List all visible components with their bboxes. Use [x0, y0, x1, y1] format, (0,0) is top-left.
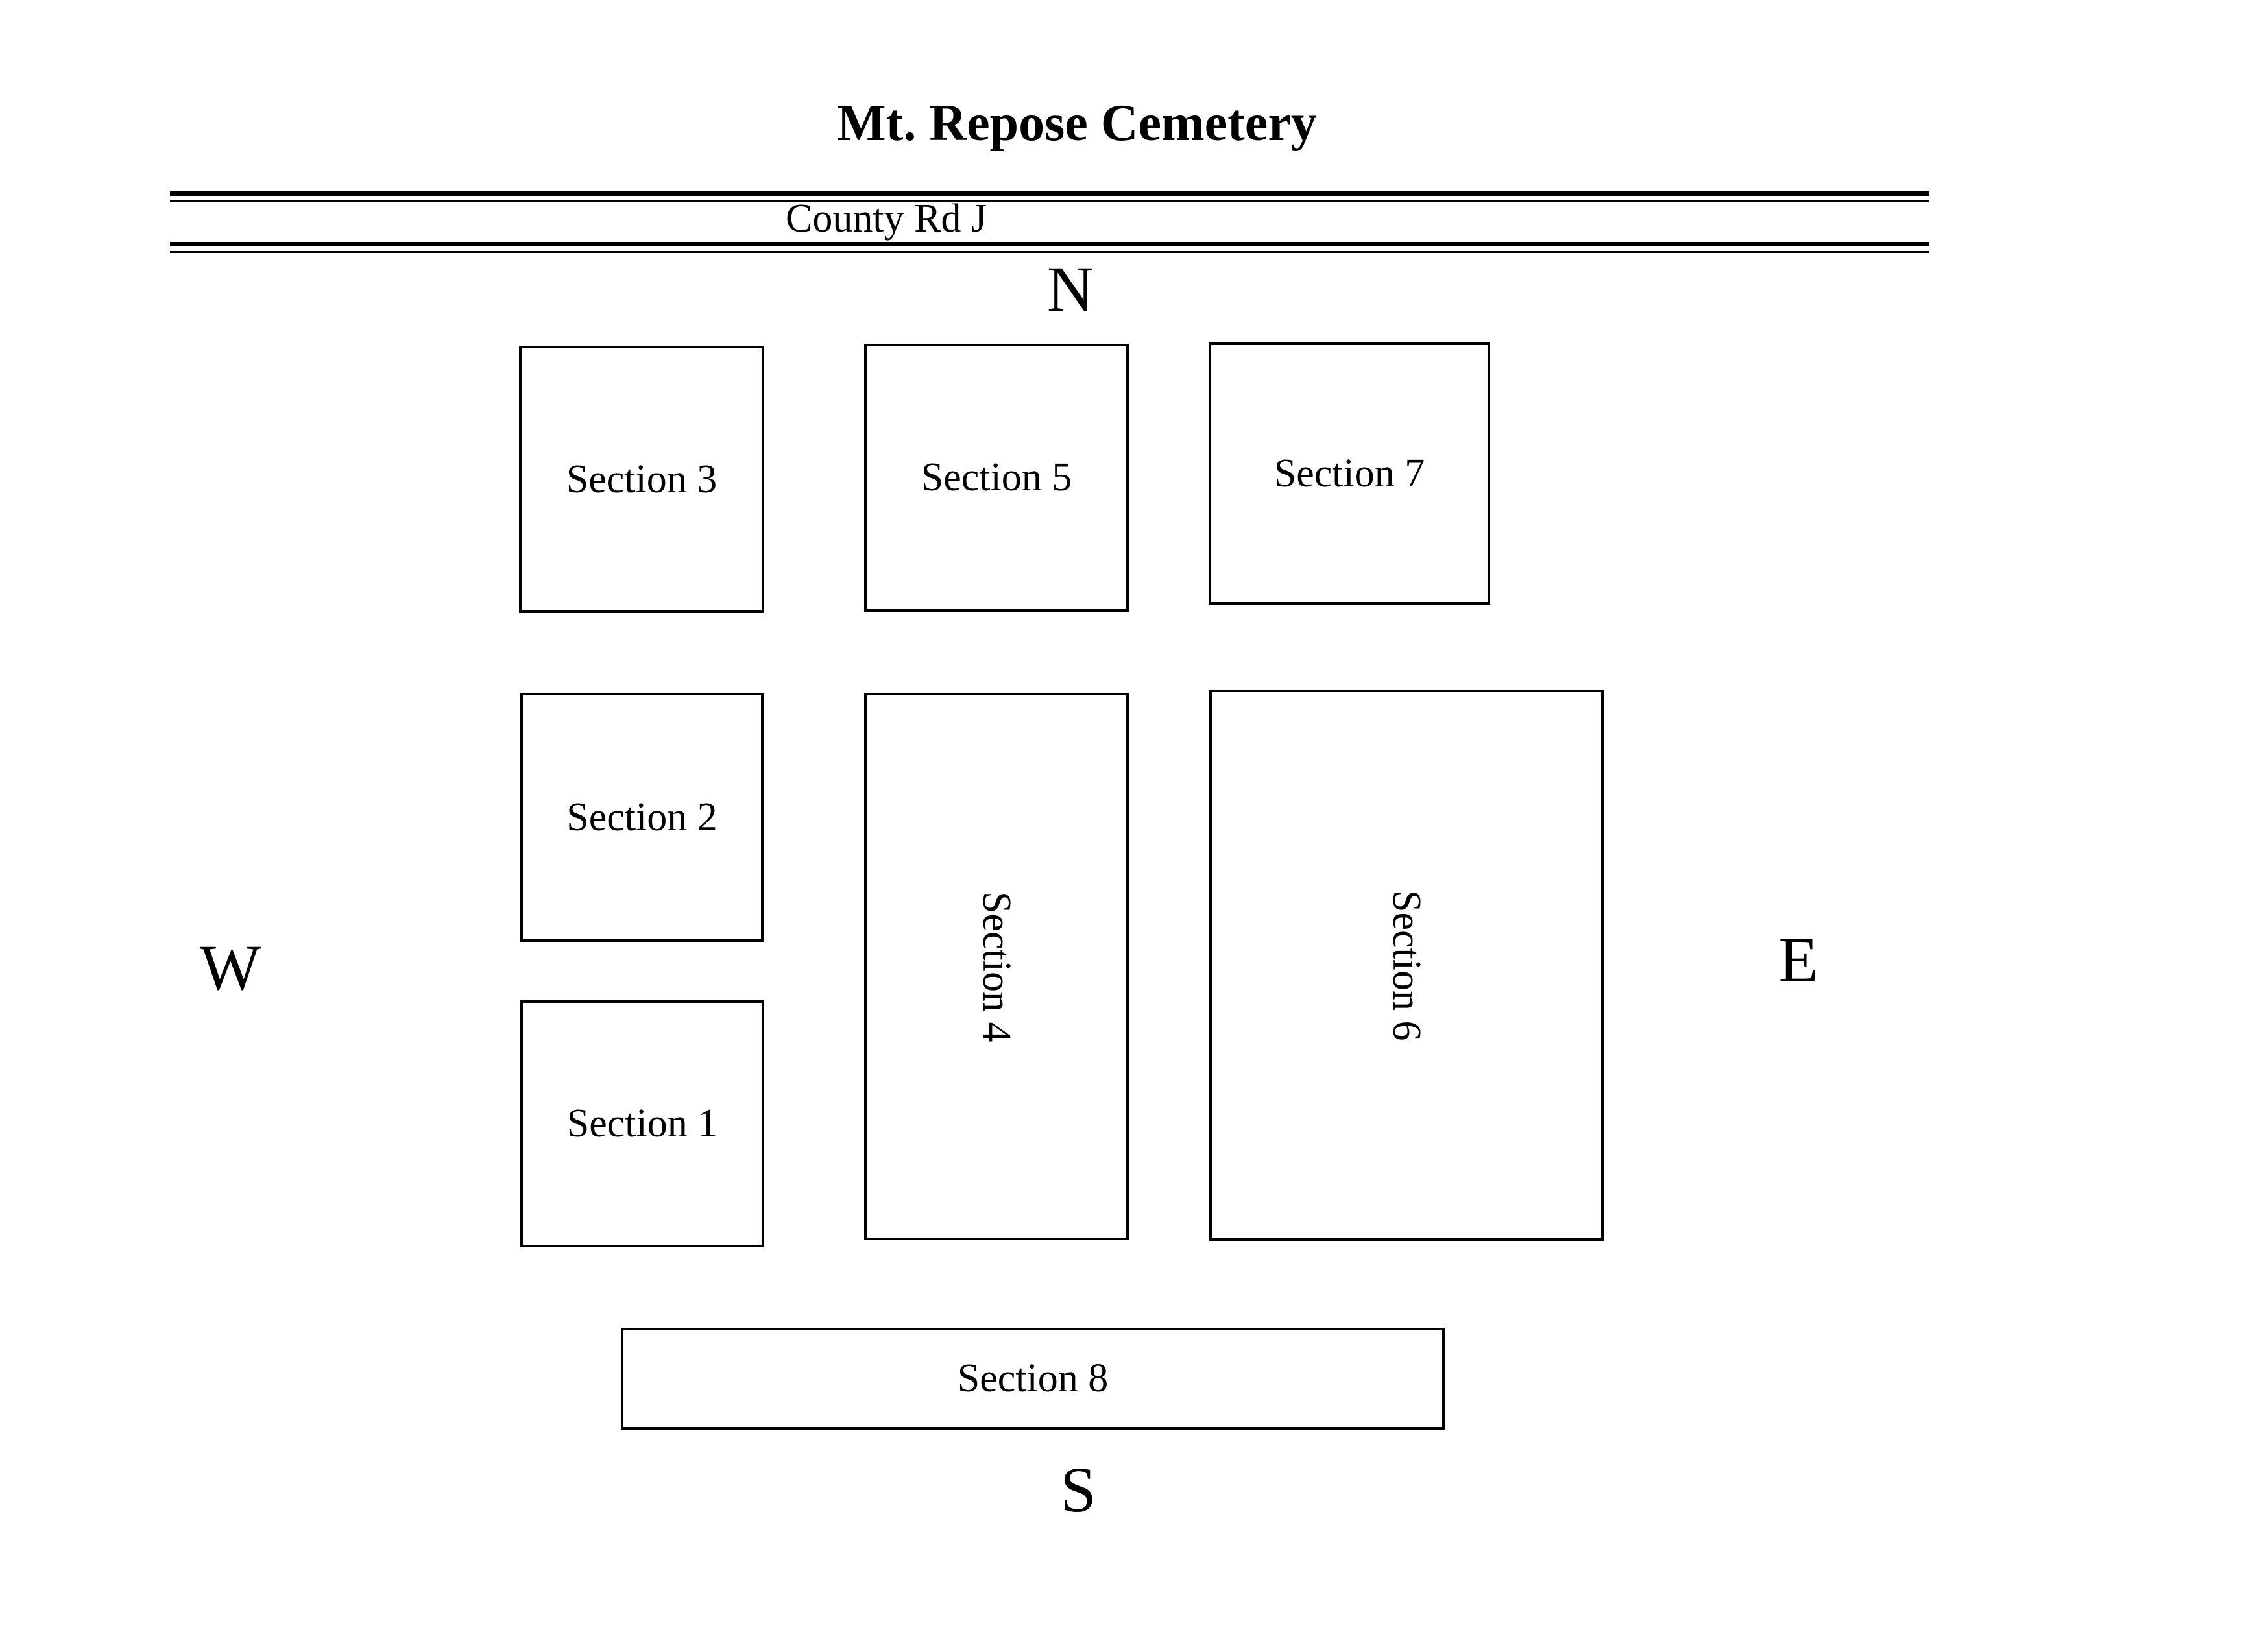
section-1-box [520, 1000, 764, 1247]
section-8-box [621, 1328, 1445, 1430]
section-5-box [864, 344, 1129, 612]
road-bottom-outer-line [170, 242, 1929, 246]
compass-west-label: W [199, 931, 261, 1003]
section-5-label: Section 5 [921, 455, 1072, 500]
road-top-outer-line [170, 191, 1929, 196]
road-name-label: County Rd J [777, 198, 996, 246]
compass-south-label: S [1060, 1454, 1096, 1526]
section-3-box [519, 346, 764, 613]
section-1-label: Section 1 [566, 1101, 718, 1146]
section-3-label: Section 3 [566, 457, 718, 501]
compass-north-label: N [1046, 253, 1094, 325]
section-4-label: Section 4 [974, 891, 1019, 1042]
section-2-label: Section 2 [566, 795, 718, 839]
page-title: Mt. Repose Cemetery [837, 95, 1317, 152]
section-7-label: Section 7 [1273, 451, 1425, 496]
road-top-inner-line [170, 200, 1929, 202]
compass-east-label: E [1778, 924, 1818, 996]
section-4-box [864, 693, 1129, 1240]
section-8-label: Section 8 [957, 1356, 1109, 1401]
section-2-box [520, 693, 764, 942]
section-6-label: Section 6 [1384, 889, 1429, 1041]
section-6-box [1209, 690, 1604, 1241]
section-7-box [1209, 342, 1490, 605]
